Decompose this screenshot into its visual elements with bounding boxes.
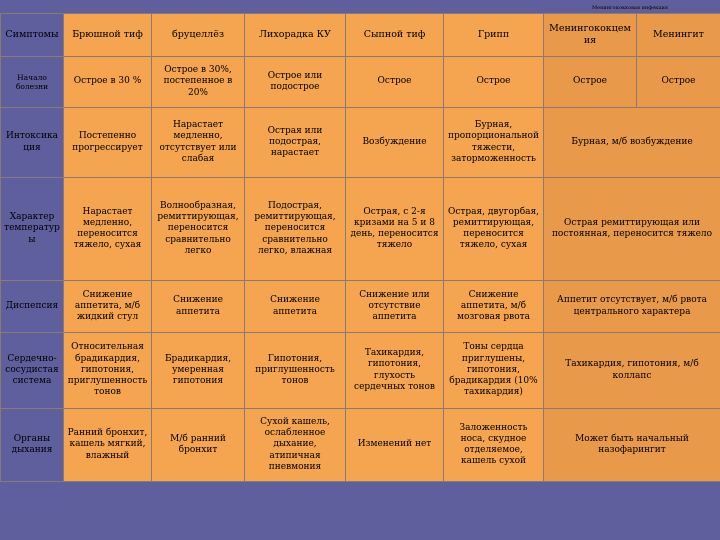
row-label: Диспепсия — [1, 281, 64, 333]
cell-sypnoy: Изменений нет — [346, 409, 444, 482]
row-label: Органы дыхания — [1, 409, 64, 482]
cell-meningococcemia: Острое — [544, 57, 637, 108]
table-row — [1, 409, 720, 482]
cell-meningitis: Острое — [637, 57, 720, 108]
cell-sypnoy: Острое — [346, 57, 444, 108]
cell-typhoid: Снижение аппетита, м/б жидкий стул — [64, 281, 152, 333]
table-row — [1, 333, 720, 409]
cell-sypnoy: Возбуждение — [346, 108, 444, 178]
header-brucellosis: бруцеллёз — [152, 14, 245, 57]
cell-brucellosis: М/б ранний бронхит — [152, 409, 245, 482]
cell-brucellosis: Брадикардия, умеренная гипотония — [152, 333, 245, 409]
cell-flu: Снижение аппетита, м/б мозговая рвота — [444, 281, 544, 333]
header-symptom: Симптомы — [1, 14, 64, 57]
cell-flu: Острое — [444, 57, 544, 108]
header-sypnoy: Сыпной тиф — [346, 14, 444, 57]
cell-flu: Заложенность носа, скудное отделяемое, кашель сухой — [444, 409, 544, 482]
cell-brucellosis: Волнообразная, ремиттирующая, переносится сравнительно легко — [152, 178, 245, 281]
cell-brucellosis: Снижение аппетита — [152, 281, 245, 333]
cell-lihoradka: Острая или подострая, нарастает — [245, 108, 346, 178]
header-flu: Грипп — [444, 14, 544, 57]
cell-flu: Острая, двугорбая, ремиттирующая, переносится тяжело, сухая — [444, 178, 544, 281]
cell-lihoradka: Подострая, ремиттирующая, переносится сравнительно легко, влажная — [245, 178, 346, 281]
table-row — [1, 108, 720, 178]
cell-flu: Бурная, пропорциональной тяжести, заторможенность — [444, 108, 544, 178]
header-meningococcemia: Менингококцем ия — [544, 14, 637, 57]
cell-lihoradka: Снижение аппетита — [245, 281, 346, 333]
cell-sypnoy: Снижение или отсутствие аппетита — [346, 281, 444, 333]
row-label: Интоксикация — [1, 108, 64, 178]
cell-meningococcal: Аппетит отсутствует, м/б рвота центрального характера — [544, 281, 720, 333]
cell-typhoid: Постепенно прогрессирует — [64, 108, 152, 178]
cell-meningococcal: Тахикардия, гипотония, м/б коллапс — [544, 333, 720, 409]
cell-meningococcal: Острая ремиттирующая или постоянная, переносится тяжело — [544, 178, 720, 281]
cell-lihoradka: Гипотония, приглушенность тонов — [245, 333, 346, 409]
table-row — [1, 281, 720, 333]
cell-sypnoy: Острая, с 2-я кризами на 5 и 8 день, переносится тяжело — [346, 178, 444, 281]
cell-flu: Тоны сердца приглушены, гипотония, брадикардия (10% тахикардия) — [444, 333, 544, 409]
cell-sypnoy: Тахикардия, гипотония, глухость сердечных тонов — [346, 333, 444, 409]
header-lihoradka: Лихорадка КУ — [245, 14, 346, 57]
row-label: Начало болезни — [1, 57, 64, 108]
cell-typhoid: Острое в 30 % — [64, 57, 152, 108]
table-row — [1, 178, 720, 281]
cell-typhoid: Нарастает медленно, переносится тяжело, сухая — [64, 178, 152, 281]
header-meningitis: Менингит — [637, 14, 720, 57]
header-typhoid: Брюшной тиф — [64, 14, 152, 57]
cell-typhoid: Ранний бронхит, кашель мягкий, влажный — [64, 409, 152, 482]
cell-meningococcal: Может быть начальный назофарингит — [544, 409, 720, 482]
cell-meningococcal: Бурная, м/б возбуждение — [544, 108, 720, 178]
cell-lihoradka: Сухой кашель, ослабленное дыхание, атипичная пневмония — [245, 409, 346, 482]
cell-brucellosis: Острое в 30%, постепенное в 20% — [152, 57, 245, 108]
row-label: Характер температуры — [1, 178, 64, 281]
header-row — [1, 14, 720, 57]
cell-lihoradka: Острое или подострое — [245, 57, 346, 108]
row-label: Сердечно-сосудистая система — [1, 333, 64, 409]
comparison-table — [0, 13, 720, 482]
table-row — [1, 57, 720, 108]
header-note: Менингококковая инфекция — [591, 5, 668, 11]
cell-brucellosis: Нарастает медленно, отсутствует или слабая — [152, 108, 245, 178]
cell-typhoid: Относительная брадикардия, гипотония, приглушенность тонов — [64, 333, 152, 409]
